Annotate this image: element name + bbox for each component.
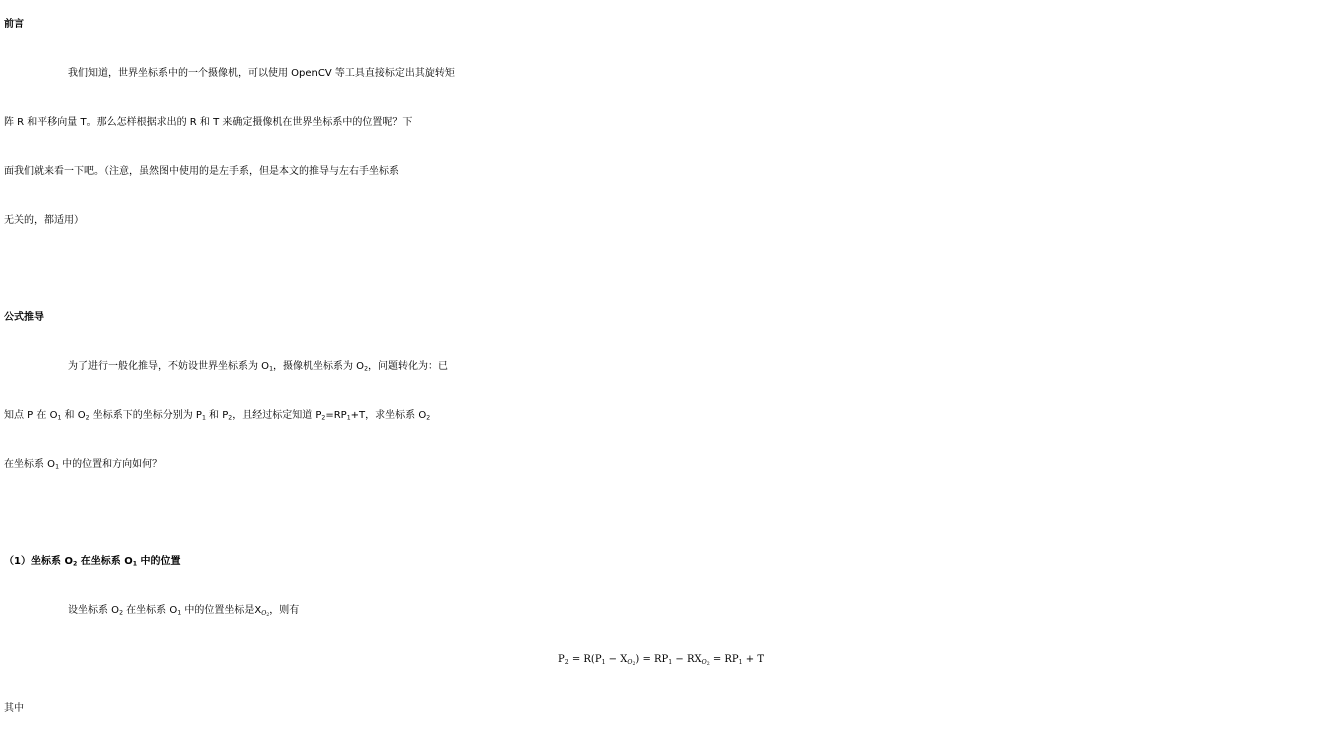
text-run: 和 P (205, 410, 229, 421)
math-run: O (701, 658, 707, 666)
text-run: 中的位置 (137, 556, 181, 567)
text-run: =RP (325, 410, 347, 421)
derivation-line-3 (4, 440, 1318, 489)
tail-paragraph (4, 684, 1318, 733)
subsection-title-position (4, 537, 1318, 586)
text-run: ，问题转化为：已 (368, 361, 448, 372)
text-run: 坐标系下的坐标分别为 P (89, 410, 202, 421)
section-title-preface: 前言 (4, 19, 24, 30)
math-run: = R(P (568, 654, 602, 665)
text-run: 设坐标系 O (68, 605, 120, 616)
math-subscript: 1 (601, 658, 606, 666)
text-run: 知点 P 在 O (4, 410, 58, 421)
math-subscript: 2 (564, 658, 569, 666)
math-subscript: 1 (668, 658, 673, 666)
subscript: 1 (201, 414, 206, 422)
preface-line-1: 我们知道，世界坐标系中的一个摄像机，可以使用 OpenCV 等工具直接标定出其旋转矩 (68, 68, 455, 79)
preface-line-2: 阵 R 和平移向量 T。那么怎样根据求出的 R 和 T 来确定摄像机在世界坐标系中的位置呢？下 (4, 117, 413, 128)
math-run: O (627, 658, 633, 666)
text-run: 为了进行一般化推导，不妨设世界坐标系为 O (68, 361, 270, 372)
text-run: （1）坐标系 O (4, 556, 73, 567)
text-run: 和 O (61, 410, 86, 421)
subscript: 1 (177, 609, 182, 617)
subscript: 1 (57, 414, 62, 422)
math-run: ) = RP (635, 654, 669, 665)
text-run: 中的位置坐标是X (181, 605, 262, 616)
subscript: 1 (132, 560, 138, 568)
text-run: ，且经过标定知道 P (232, 410, 322, 421)
preface-line-3: 面我们就来看一下吧。（注意，虽然图中使用的是左手系，但是本文的推导与左右手坐标系 (4, 166, 399, 177)
text-run: 在坐标系 O (4, 459, 56, 470)
position-paragraph (4, 586, 1318, 635)
position-line-1 (4, 586, 1318, 635)
text-run: ，则有 (269, 605, 300, 616)
math-run: P (557, 654, 565, 665)
derivation-line-1 (4, 342, 1318, 391)
subscript: 2 (228, 414, 233, 422)
math-run: = RP (709, 654, 739, 665)
subscript: 1 (55, 463, 59, 471)
math-run: + T (742, 654, 764, 665)
text-run: 在坐标系 O (77, 556, 133, 567)
blank-line (4, 245, 1318, 293)
subscript: 2 (364, 365, 368, 373)
math-run: − RX (672, 654, 702, 665)
subscript: 2 (119, 609, 123, 617)
preface-paragraph (4, 49, 1318, 245)
subscript: 2 (266, 613, 270, 619)
preface-line-4: 无关的，都适用） (4, 215, 84, 226)
blank-line (4, 489, 1318, 537)
subscript: 2 (426, 414, 431, 422)
math-subscript: 2 (632, 662, 636, 668)
subscript: 2 (321, 414, 326, 422)
subscript: 1 (269, 365, 273, 373)
text-run: +T，求坐标系 O (350, 410, 427, 421)
math-subscript: 1 (738, 658, 743, 666)
subscript: 2 (72, 560, 78, 568)
text-run: 在坐标系 O (123, 605, 178, 616)
equation-p2 (4, 635, 1318, 684)
section-title-derivation: 公式推导 (4, 312, 44, 323)
subscript: 2 (85, 414, 90, 422)
document-page (4, 0, 1318, 733)
subscript: 1 (346, 414, 351, 422)
derivation-paragraph (4, 342, 1318, 489)
math-run: − X (605, 654, 628, 665)
text-run: ，摄像机坐标系为 O (273, 361, 365, 372)
math-subscript: 2 (706, 662, 710, 668)
math-subscript (702, 659, 710, 666)
tail-line: 其中 (4, 703, 24, 714)
text-run: O (261, 609, 267, 617)
derivation-line-2 (4, 391, 1318, 440)
text-run: 中的位置和方向如何？ (59, 459, 163, 470)
